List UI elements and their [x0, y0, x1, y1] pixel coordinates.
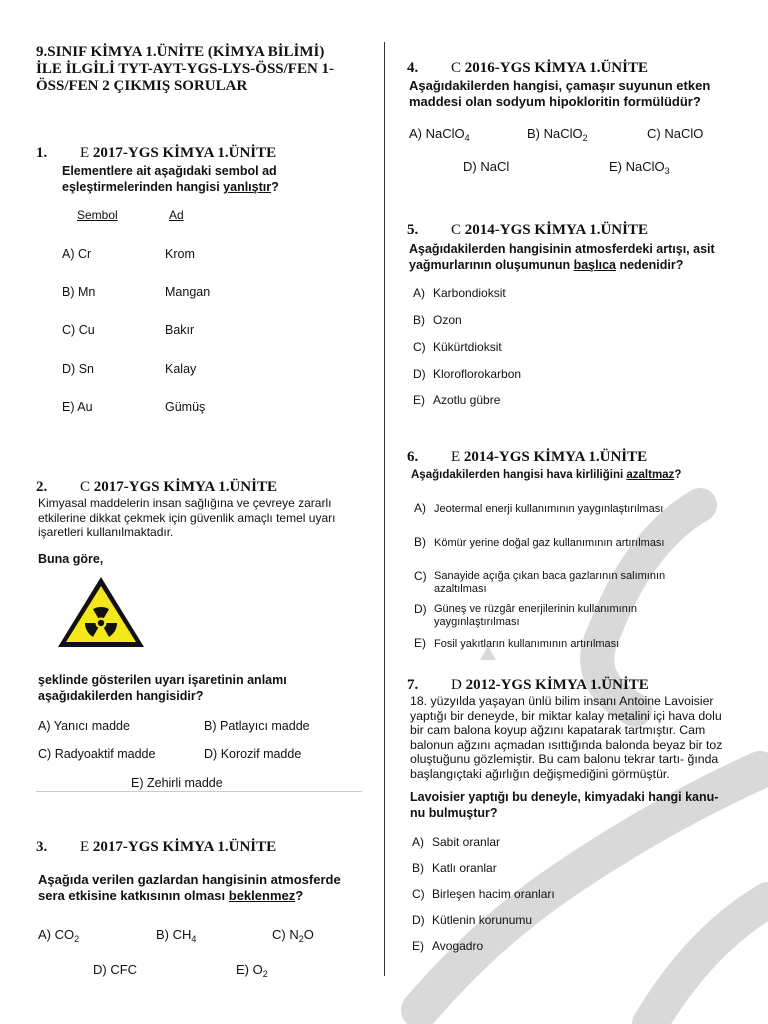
option-text: Güneş ve rüzgâr enerjilerinin kullanımının yaygınlaştırılması: [434, 603, 637, 628]
question-6-text: [411, 467, 681, 483]
option-a[interactable]: [38, 927, 79, 944]
option-letter: D): [412, 913, 425, 927]
option-letter: C): [62, 323, 76, 337]
question-7-text: 18. yüzyılda yaşayan ünlü bilim insanı Antoine Lavoisier yaptığı bir deneyde, bir miktar kalay metalini içi hava dolu bir cam balona koyup ağzını kapatarak tartmıştır. Cam balonun ağzını açmadan ısıttığında balonda beyaz bir toz oluştuğunu gözlemiştir. Bu cam balonu tekrar tartı- ğında başlangıçtaki ağırlığın değişmediğini görmüştür.: [410, 694, 723, 781]
option-text: Avogadro: [432, 939, 484, 953]
option-letter: B): [156, 927, 169, 942]
question-number: 6.: [407, 449, 419, 465]
question-number: 3.: [36, 839, 48, 855]
page-title-line: ÖSS/FEN 2 ÇIKMIŞ SORULAR: [36, 78, 248, 94]
question-5-text: [409, 241, 739, 273]
option-letter: A): [413, 286, 425, 300]
option-a-name: Krom: [165, 247, 195, 261]
option-letter: C): [38, 747, 52, 761]
subscript: 3: [664, 166, 670, 176]
subscript: 2: [582, 133, 588, 143]
question-1-text: [62, 163, 352, 195]
option-e[interactable]: [413, 393, 500, 407]
question-7-header: [407, 677, 649, 694]
subscript: 2: [74, 934, 80, 944]
option-text: Patlayıcı madde: [219, 719, 310, 733]
option-a[interactable]: [409, 126, 470, 143]
subscript: 2: [262, 969, 268, 979]
option-letter: A): [62, 247, 75, 261]
option-symbol: Cr: [77, 247, 92, 261]
text: Aşağıda verilen gazlardan hangisinin atmosferde sera etkisine katkısının olması: [38, 872, 341, 903]
option-letter: B): [204, 719, 217, 733]
question-tag: 2014-YGS KİMYA 1.ÜNİTE: [464, 222, 648, 238]
question-4-text: Aşağıdakilerden hangisi, çamaşır suyunun etken maddesi olan sodyum hipokloritin formülüdür?: [409, 78, 711, 109]
question-number: 7.: [407, 677, 419, 693]
option-letter: C): [414, 569, 427, 583]
option-text: NaClO: [664, 126, 704, 141]
option-letter: A): [38, 719, 51, 733]
question-number: 1.: [36, 145, 48, 161]
option-c[interactable]: [412, 887, 555, 901]
question-6-header: [407, 449, 647, 466]
subscript: 2: [298, 934, 304, 944]
option-text: Kükürtdioksit: [433, 340, 502, 354]
text: ?: [271, 180, 279, 194]
option-text: Ozon: [433, 313, 462, 327]
option-letter: C): [647, 126, 661, 141]
option-text: Korozif madde: [220, 747, 302, 761]
option-b[interactable]: [412, 861, 497, 875]
answer-key: D: [451, 677, 462, 693]
column-header-symbol: Sembol: [77, 208, 118, 222]
option-text: Azotlu gübre: [433, 393, 501, 407]
option-a[interactable]: [412, 835, 500, 849]
answer-key: E: [80, 839, 90, 855]
option-c[interactable]: [38, 747, 155, 761]
option-text: Kömür yerine doğal gaz kullanımının artırılması: [434, 537, 665, 549]
option-d[interactable]: [412, 913, 532, 927]
text: Aşağıdakilerden hangisi hava kirliliğini: [411, 469, 627, 481]
option-text: NaClO: [543, 126, 583, 141]
option-c[interactable]: [62, 323, 95, 337]
option-symbol: Au: [77, 400, 93, 414]
option-a[interactable]: [38, 719, 130, 733]
text: nedenidir?: [615, 258, 684, 272]
option-text: Kloroflorokarbon: [433, 367, 522, 381]
answer-key: E: [80, 145, 90, 161]
option-e[interactable]: [236, 962, 268, 979]
answer-key: E: [451, 449, 461, 465]
option-letter: D): [62, 362, 76, 376]
option-d[interactable]: [62, 362, 94, 376]
option-text: CO: [54, 927, 75, 942]
question-number: 4.: [407, 60, 419, 76]
underlined-word: azaltmaz: [626, 469, 675, 481]
option-letter: A): [409, 126, 422, 141]
option-e[interactable]: [609, 159, 670, 176]
option-symbol: Cu: [78, 323, 95, 337]
option-text: Katlı oranlar: [432, 861, 497, 875]
option-d[interactable]: [463, 159, 509, 174]
option-c[interactable]: [413, 340, 502, 354]
column-divider: [384, 42, 385, 976]
page-title-line: İLE İLGİLİ TYT-AYT-YGS-LYS-ÖSS/FEN 1-: [36, 61, 335, 77]
option-d[interactable]: [93, 962, 137, 977]
option-text: Radyoaktif madde: [54, 747, 156, 761]
option-b-name: Mangan: [165, 285, 211, 299]
option-letter: C): [413, 340, 426, 354]
question-tag: 2016-YGS KİMYA 1.ÜNİTE: [464, 60, 648, 76]
question-tag: 2017-YGS KİMYA 1.ÜNİTE: [92, 839, 277, 855]
option-a[interactable]: [62, 247, 91, 261]
text: ?: [295, 888, 304, 903]
question-tag: 2017-YGS KİMYA 1.ÜNİTE: [93, 479, 277, 495]
text: ?: [674, 469, 682, 481]
option-text: CFC: [110, 962, 138, 977]
option-b[interactable]: [62, 285, 95, 299]
answer-key: C: [80, 479, 91, 495]
question-5-header: [407, 222, 648, 239]
option-letter: D): [413, 367, 426, 381]
option-text: Karbondioksit: [433, 286, 506, 300]
option-text: Jeotermal enerji kullanımının yaygınlaştırılması: [434, 503, 664, 515]
option-letter: D): [93, 962, 107, 977]
answer-key: C: [451, 60, 462, 76]
text: Aşağıdakilerden hangisinin atmosferdeki artışı, asit yağmurlarının oluşumunun: [409, 242, 715, 272]
option-a[interactable]: [413, 286, 506, 300]
option-text: O: [303, 927, 314, 942]
option-a[interactable]: [414, 502, 714, 516]
option-letter: B): [414, 535, 426, 549]
question-number: 5.: [407, 222, 419, 238]
option-e-name: Gümüş: [165, 400, 206, 414]
question-tag: 2017-YGS KİMYA 1.ÜNİTE: [92, 145, 277, 161]
option-b[interactable]: [527, 126, 588, 143]
question-2-text: Kimyasal maddelerin insan sağlığına ve çevreye zararlı etkilerine dikkat çekmek için güvenlik amaçlı temel uyarı işaretleri kullanılmaktadır.: [38, 496, 336, 539]
option-letter: C): [412, 887, 425, 901]
column-header-name: Ad: [169, 208, 184, 222]
option-c[interactable]: [272, 927, 314, 944]
question-1-header: [36, 145, 276, 162]
option-letter: B): [413, 313, 425, 327]
option-letter: B): [527, 126, 540, 141]
option-b[interactable]: [156, 927, 196, 944]
option-letter: D): [463, 159, 477, 174]
underlined-word: başlıca: [573, 258, 616, 272]
option-c[interactable]: [414, 570, 684, 595]
underlined-word: yanlıştır: [223, 180, 272, 194]
option-d[interactable]: [413, 367, 521, 381]
option-c-name: Bakır: [165, 323, 195, 337]
option-text: O: [252, 962, 263, 977]
option-letter: B): [412, 861, 424, 875]
option-text: CH: [172, 927, 192, 942]
question-tag: 2012-YGS KİMYA 1.ÜNİTE: [465, 677, 649, 693]
option-letter: E): [414, 636, 426, 650]
underlined-word: beklenmez: [228, 888, 296, 903]
option-letter: E): [413, 393, 425, 407]
option-text: NaClO: [425, 126, 465, 141]
option-text: Fosil yakıtların kullanımının artırılması: [434, 638, 620, 650]
option-symbol: Mn: [77, 285, 96, 299]
option-letter: E): [412, 939, 424, 953]
radioactive-warning-icon: [55, 574, 147, 650]
question-3-header: [36, 839, 276, 856]
question-7-question: Lavoisier yaptığı bu deneyle, kimyadaki hangi kanu- nu bulmuştur?: [410, 790, 719, 820]
text: Elementlere ait aşağıdaki sembol ad eşleştirmelerinden hangisi: [62, 164, 277, 194]
option-text: NaClO: [625, 159, 665, 174]
option-letter: E): [609, 159, 622, 174]
option-e[interactable]: [412, 939, 483, 953]
divider-line: [36, 791, 362, 792]
question-2-question: şeklinde gösterilen uyarı işaretinin anlamı aşağıdakilerden hangisidir?: [38, 673, 287, 703]
subscript: 4: [191, 934, 197, 944]
option-text: Sanayide açığa çıkan baca gazlarının salımının azaltılması: [434, 570, 666, 595]
option-d-name: Kalay: [165, 362, 197, 376]
option-c[interactable]: [647, 126, 703, 141]
option-text: Kütlenin korunumu: [432, 913, 533, 927]
option-e[interactable]: [62, 400, 93, 414]
subscript: 4: [464, 133, 470, 143]
option-letter: A): [38, 927, 51, 942]
question-number: 2.: [36, 479, 48, 495]
option-b[interactable]: [204, 719, 310, 733]
question-3-text: [38, 872, 368, 904]
option-text: Sabit oranlar: [432, 835, 501, 849]
option-b[interactable]: [414, 536, 714, 550]
option-text: N: [289, 927, 299, 942]
question-2-header: [36, 479, 277, 496]
page-title: [36, 44, 334, 95]
option-letter: E): [62, 400, 75, 414]
option-letter: D): [414, 602, 427, 616]
option-letter: B): [62, 285, 75, 299]
option-e[interactable]: [131, 776, 223, 790]
option-letter: E): [236, 962, 249, 977]
option-d[interactable]: [204, 747, 301, 761]
option-letter: A): [412, 835, 424, 849]
option-symbol: Sn: [78, 362, 94, 376]
question-tag: 2014-YGS KİMYA 1.ÜNİTE: [463, 449, 648, 465]
option-text: NaCl: [480, 159, 510, 174]
question-2-buna: Buna göre,: [38, 552, 104, 566]
option-letter: A): [414, 501, 426, 515]
option-letter: C): [272, 927, 286, 942]
page-title-line: 9.SINIF KİMYA 1.ÜNİTE (KİMYA BİLİMİ): [36, 44, 325, 60]
option-text: Birleşen hacim oranları: [432, 887, 555, 901]
option-letter: E): [131, 776, 144, 790]
answer-key: C: [451, 222, 462, 238]
option-d[interactable]: [414, 603, 684, 628]
option-letter: D): [204, 747, 218, 761]
option-text: Yanıcı madde: [53, 719, 130, 733]
option-b[interactable]: [413, 313, 462, 327]
option-text: Zehirli madde: [146, 776, 223, 790]
option-e[interactable]: [414, 637, 714, 651]
question-4-header: [407, 60, 648, 77]
